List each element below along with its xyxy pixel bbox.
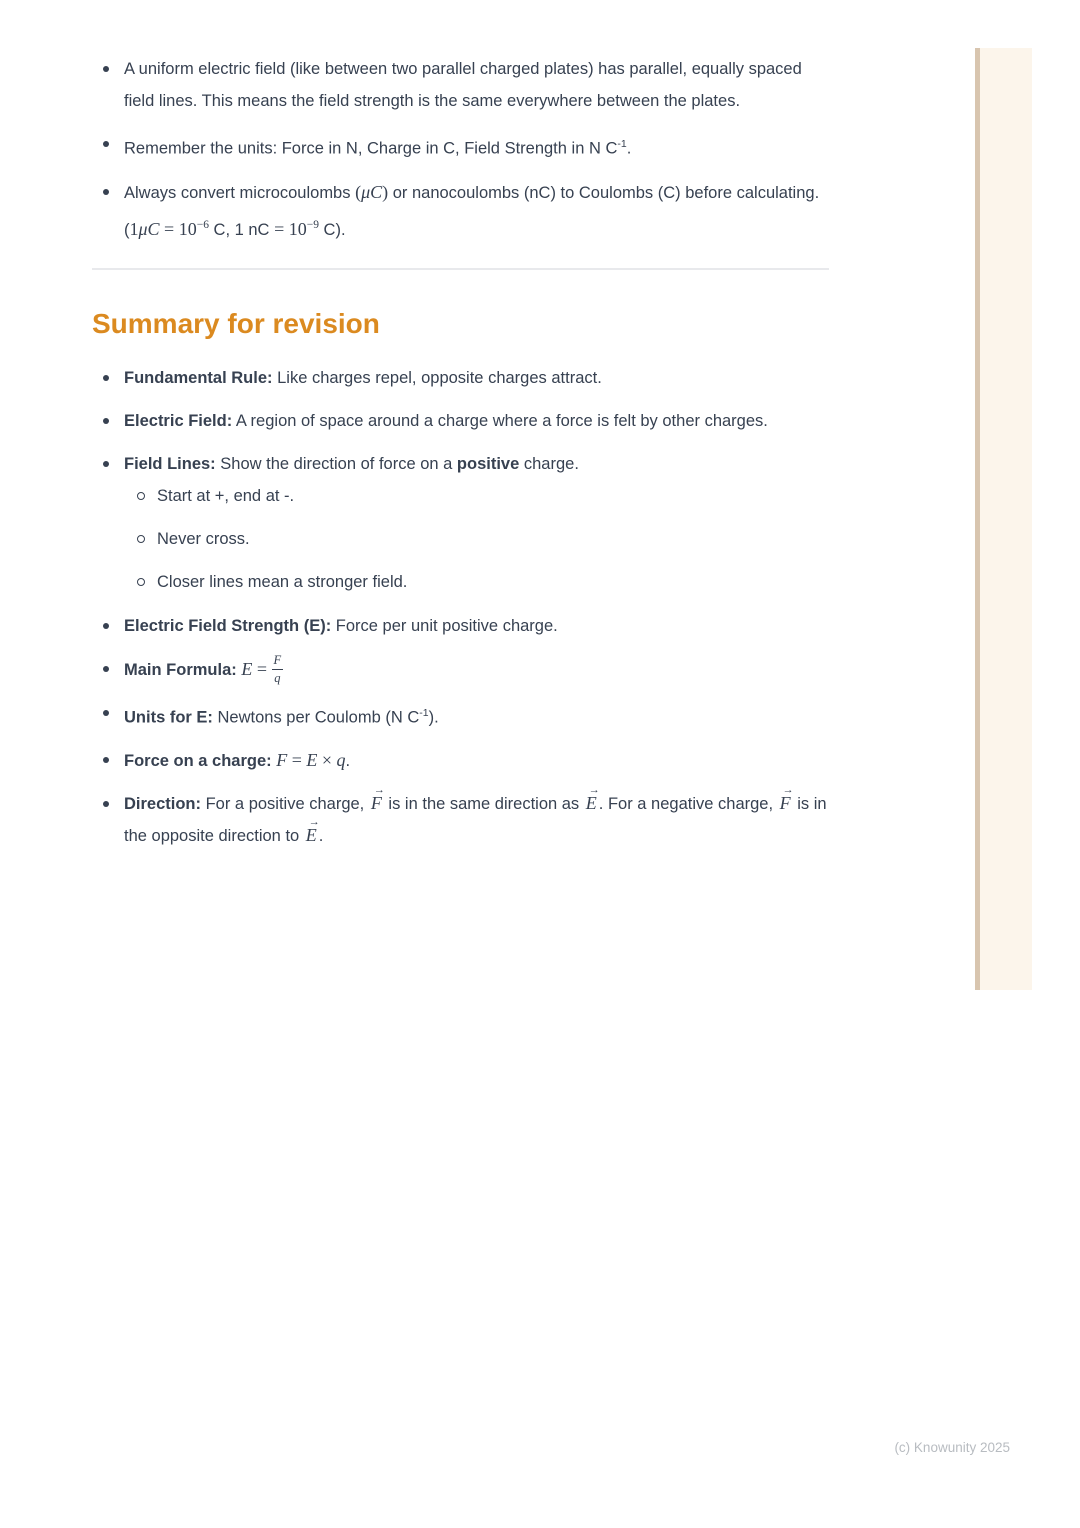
math-formula-E-equals-F-over-q (241, 653, 283, 685)
math-exponent: −9 (306, 218, 319, 231)
math-paren: ) (382, 181, 389, 202)
term-label: Electric Field Strength (E): (124, 616, 332, 635)
text-segment: Start at +, end at -. (157, 486, 295, 505)
term-label: Fundamental Rule: (124, 368, 273, 387)
bullet-item (92, 53, 829, 117)
vector-arrow-icon: → (373, 784, 385, 796)
next-page-margin (980, 48, 1032, 990)
math-expression (355, 182, 388, 202)
text-segment: A region of space around a charge where a force is felt by other charges. (232, 411, 768, 430)
bullet-dot-icon (103, 418, 109, 424)
text-segment: C, 1 nC (208, 220, 275, 239)
math-expression (130, 219, 209, 239)
math-operator: = 10 (274, 218, 307, 239)
term-label: Force on a charge: (124, 752, 272, 770)
bullet-dot-icon (103, 666, 109, 672)
text-segment: Force per unit positive charge. (331, 616, 558, 635)
text-segment: . For a negative charge, (598, 795, 778, 813)
term-label: Main Formula: (124, 660, 237, 679)
fraction-numerator: F (272, 654, 284, 670)
math-formula-F-equals-E-times-q (276, 750, 345, 770)
term-label: Field Lines: (124, 454, 216, 473)
document-content (92, 53, 829, 863)
text-segment: is in the opposite direction to (124, 795, 827, 845)
math-variable: F (370, 793, 382, 813)
text-segment: Always convert microcoulombs (124, 183, 356, 202)
math-operator: = 10 (159, 218, 197, 239)
superscript: -1 (617, 138, 627, 150)
bullet-circle-icon (137, 578, 145, 586)
text-segment: Closer lines mean a stronger field. (157, 572, 408, 591)
math-operator: × (317, 750, 337, 770)
math-variable: F (276, 750, 288, 770)
text-segment: Show the direction of force on a (215, 454, 457, 473)
math-operator: = (287, 750, 307, 770)
text-segment: A uniform electric field (like between two parallel charged plates) has parallel, equally spaced field lines. This means the field strength is the same everywhere between the plates. (124, 60, 802, 110)
bullet-dot-icon (103, 801, 109, 807)
bullet-dot-icon (103, 189, 109, 195)
bullet-dot-icon (103, 66, 109, 72)
vector-E (584, 784, 600, 813)
text-segment: Remember the units: Force in N, Charge in C, Field Strength in N C (124, 139, 618, 158)
math-variable: E (241, 658, 253, 679)
bullet-dot-icon (103, 710, 109, 716)
bullet-circle-icon (137, 535, 145, 543)
math-exponent: −6 (196, 218, 209, 231)
math-operator: = (252, 658, 272, 679)
text-segment: For a positive charge, (201, 795, 369, 813)
text-segment: charge. (519, 454, 579, 473)
vector-E (304, 816, 320, 845)
copyright-text: (c) Knowunity 2025 (894, 1440, 1010, 1455)
summary-item (92, 610, 829, 642)
summary-item (92, 362, 829, 394)
math-symbol: μC (138, 218, 160, 239)
vector-arrow-icon: → (782, 784, 794, 796)
sub-bullet-item (124, 566, 829, 598)
superscript: -1 (419, 706, 429, 719)
sub-bullet-item (124, 523, 829, 555)
section-heading: Summary for revision (92, 307, 380, 339)
text-segment: . (345, 752, 351, 770)
math-variable: q (336, 750, 346, 770)
section-divider (92, 268, 829, 270)
summary-item (92, 784, 829, 852)
summary-bullet-list (92, 362, 829, 853)
term-label: Direction: (124, 795, 202, 813)
bullet-dot-icon (103, 141, 109, 147)
term-label: Electric Field: (124, 411, 233, 430)
math-number: 1 (129, 218, 139, 239)
text-segment: C). (318, 220, 346, 239)
summary-item (92, 744, 829, 777)
text-segment: Like charges repel, opposite charges attract. (272, 368, 602, 387)
sub-bullet-item (124, 480, 829, 512)
text-segment: or nanocoulombs (nC) to Coulombs (C) before calculating. ( (124, 183, 820, 239)
math-fraction (272, 654, 284, 684)
emphasized-word: positive (456, 454, 520, 473)
bullet-item (92, 176, 829, 246)
math-variable: E (306, 750, 318, 770)
bullet-dot-icon (103, 375, 109, 381)
bullet-dot-icon (103, 623, 109, 629)
summary-item (92, 697, 829, 734)
vector-arrow-icon: → (308, 816, 320, 828)
summary-item (92, 653, 829, 686)
math-variable: E (305, 825, 317, 845)
math-variable: F (779, 793, 791, 813)
text-segment: . (318, 827, 324, 845)
text-segment: Never cross. (157, 529, 250, 548)
field-lines-sub-list (124, 480, 829, 598)
bullet-dot-icon (103, 461, 109, 467)
bullet-item (92, 128, 829, 165)
intro-bullet-list (92, 53, 829, 246)
math-variable: E (585, 793, 597, 813)
vector-F (778, 784, 794, 813)
math-expression (274, 219, 319, 239)
math-paren: ( (355, 181, 362, 202)
text-segment: ). (428, 708, 439, 726)
text-segment: is in the same direction as (383, 795, 584, 813)
bullet-dot-icon (103, 757, 109, 763)
vector-arrow-icon: → (588, 784, 600, 796)
vector-F (369, 784, 385, 813)
fraction-denominator: q (274, 670, 281, 685)
bullet-circle-icon (137, 492, 145, 500)
summary-item (92, 405, 829, 437)
term-label: Units for E: (124, 708, 213, 726)
text-segment: Newtons per Coulomb (N C (212, 708, 420, 726)
math-symbol: μC (361, 181, 383, 202)
summary-item (92, 448, 829, 598)
text-segment: . (626, 139, 632, 158)
